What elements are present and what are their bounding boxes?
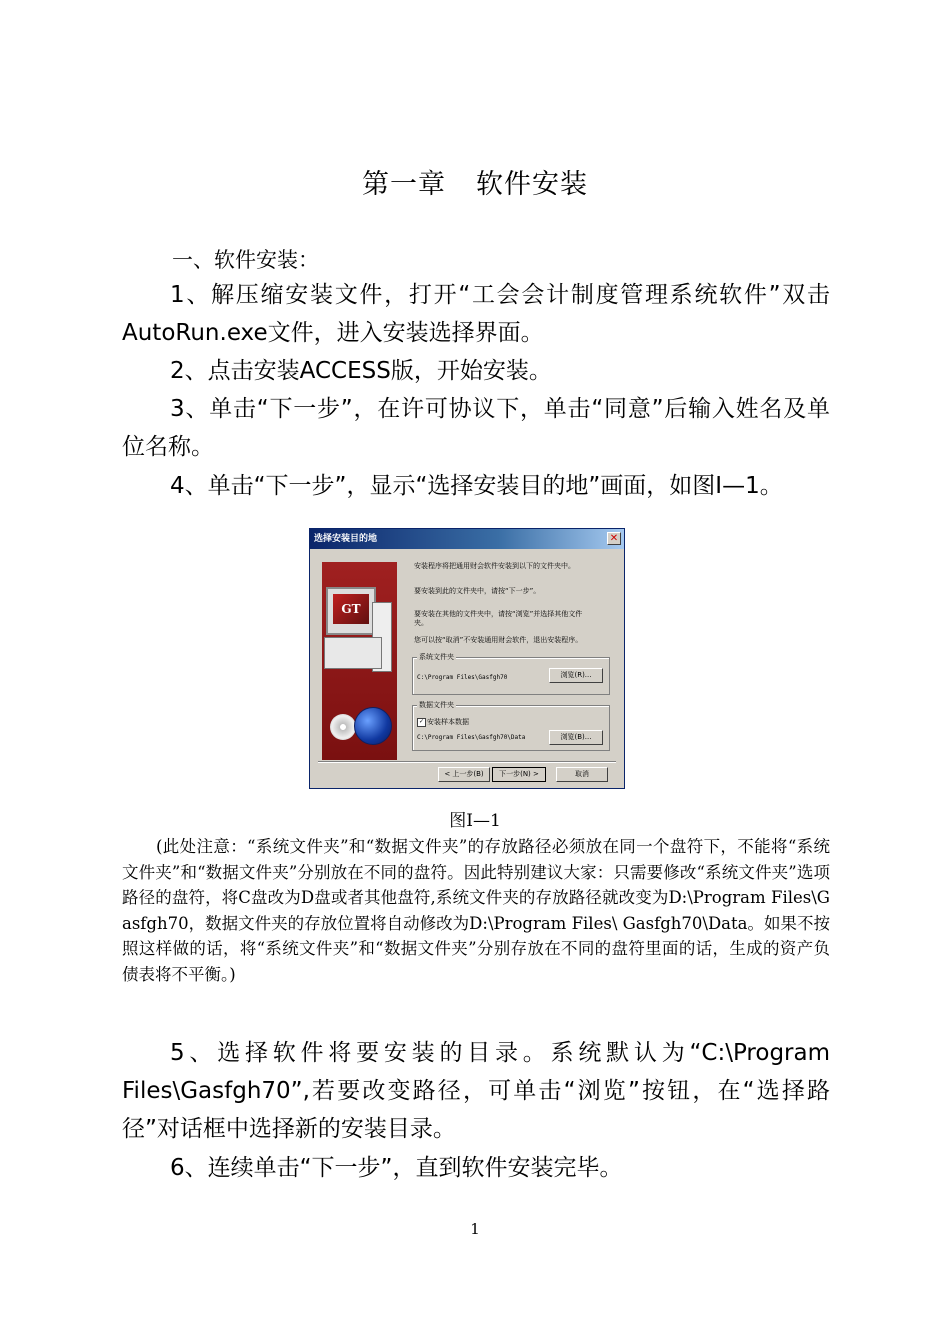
data-folder-label: 数据文件夹 <box>419 701 454 709</box>
step-1: 1、解压缩安装文件，打开“工会会计制度管理系统软件”双击AutoRun.exe文件，进入安装选择界面。 <box>122 282 830 346</box>
computer-monitor-icon <box>326 587 376 635</box>
data-folder-path: C:\Program Files\Gasfgh70\Data <box>417 734 526 741</box>
step-6: 6、连续单击“下一步”，直到软件安装完毕。 <box>170 1155 623 1181</box>
dialog-line-4: 夹。 <box>414 619 428 627</box>
step-4: 4、单击“下一步”，显示“选择安装目的地”画面，如图Ⅰ—1。 <box>170 473 783 499</box>
system-folder-group <box>412 653 610 695</box>
system-folder-path: C:\Program Files\Gasfgh70 <box>417 674 508 681</box>
cancel-button[interactable]: 取消 <box>556 767 608 782</box>
system-folder-label: 系统文件夹 <box>419 653 454 661</box>
gt-logo: GT <box>333 594 369 624</box>
data-folder-group <box>412 701 610 751</box>
data-browse-button[interactable]: 浏览(B)... <box>549 730 603 745</box>
cd-disc-icon <box>330 714 356 740</box>
close-icon[interactable]: ✕ <box>607 532 621 545</box>
page-title <box>0 162 950 201</box>
system-browse-button[interactable]: 浏览(R)... <box>549 668 603 683</box>
dialog-line-5: 您可以按“取消”不安装通用财会软件，退出安装程序。 <box>414 636 583 644</box>
dialog-line-1: 安装程序将把通用财会软件安装到以下的文件夹中。 <box>414 562 575 570</box>
chapter-number: 第一章 <box>362 169 446 200</box>
keyboard-icon <box>324 637 382 669</box>
dialog-line-2: 要安装到此的文件夹中，请按“下一步”。 <box>414 587 541 595</box>
dialog-line-3: 要安装在其他的文件夹中，请按“浏览”并选择其他文件 <box>414 610 583 618</box>
section-heading: 一、软件安装： <box>172 248 319 272</box>
page-number: 1 <box>470 1220 480 1238</box>
back-button[interactable]: < 上一步(B) <box>438 767 490 782</box>
dialog-title: 选择安装目的地 <box>314 534 378 544</box>
install-sample-label: 安装样本数据 <box>427 718 469 726</box>
note-paragraph: (此处注意：“系统文件夹”和“数据文件夹”的存放路径必须放在同一个盘符下，不能将“系统文件夹”和“数据文件夹”分别放在不同的盘符。因此特别建议大家：只需要修改“系统文件夹”选项路径的盘符，将C盘改为D盘或者其他盘符,系统文件夹的存放路径就改变为D:\Program Files\Gasfgh70，数据文件夹的存放位置将自动修改为D:\Program Files\ Gasfgh70\Data。如果不按照这样做的话，将“系统文件夹”和“数据文件夹”分别存放在不同的盘符里面的话，生成的资产负债表将不平衡。) <box>122 837 830 984</box>
next-button[interactable]: 下一步(N) > <box>492 767 546 782</box>
installer-illustration <box>322 562 397 760</box>
step-3: 3、单击“下一步”，在许可协议下，单击“同意”后输入姓名及单位名称。 <box>122 396 830 460</box>
install-sample-checkbox[interactable]: ✓ <box>418 718 425 725</box>
globe-icon <box>354 707 392 745</box>
chapter-name: 软件安装 <box>476 169 588 200</box>
dialog-titlebar <box>310 529 624 549</box>
step-2: 2、点击安装ACCESS版，开始安装。 <box>170 358 552 384</box>
figure-caption: 图Ⅰ—1 <box>449 811 501 831</box>
install-destination-dialog-figure <box>309 528 625 789</box>
step-5: 5、选择软件将要安装的目录。系统默认为“C:\Program Files\Gasfgh70”,若要改变路径，可单击“浏览”按钮，在“选择路径”对话框中选择新的安装目录。 <box>122 1040 830 1142</box>
dialog-separator <box>318 761 616 763</box>
